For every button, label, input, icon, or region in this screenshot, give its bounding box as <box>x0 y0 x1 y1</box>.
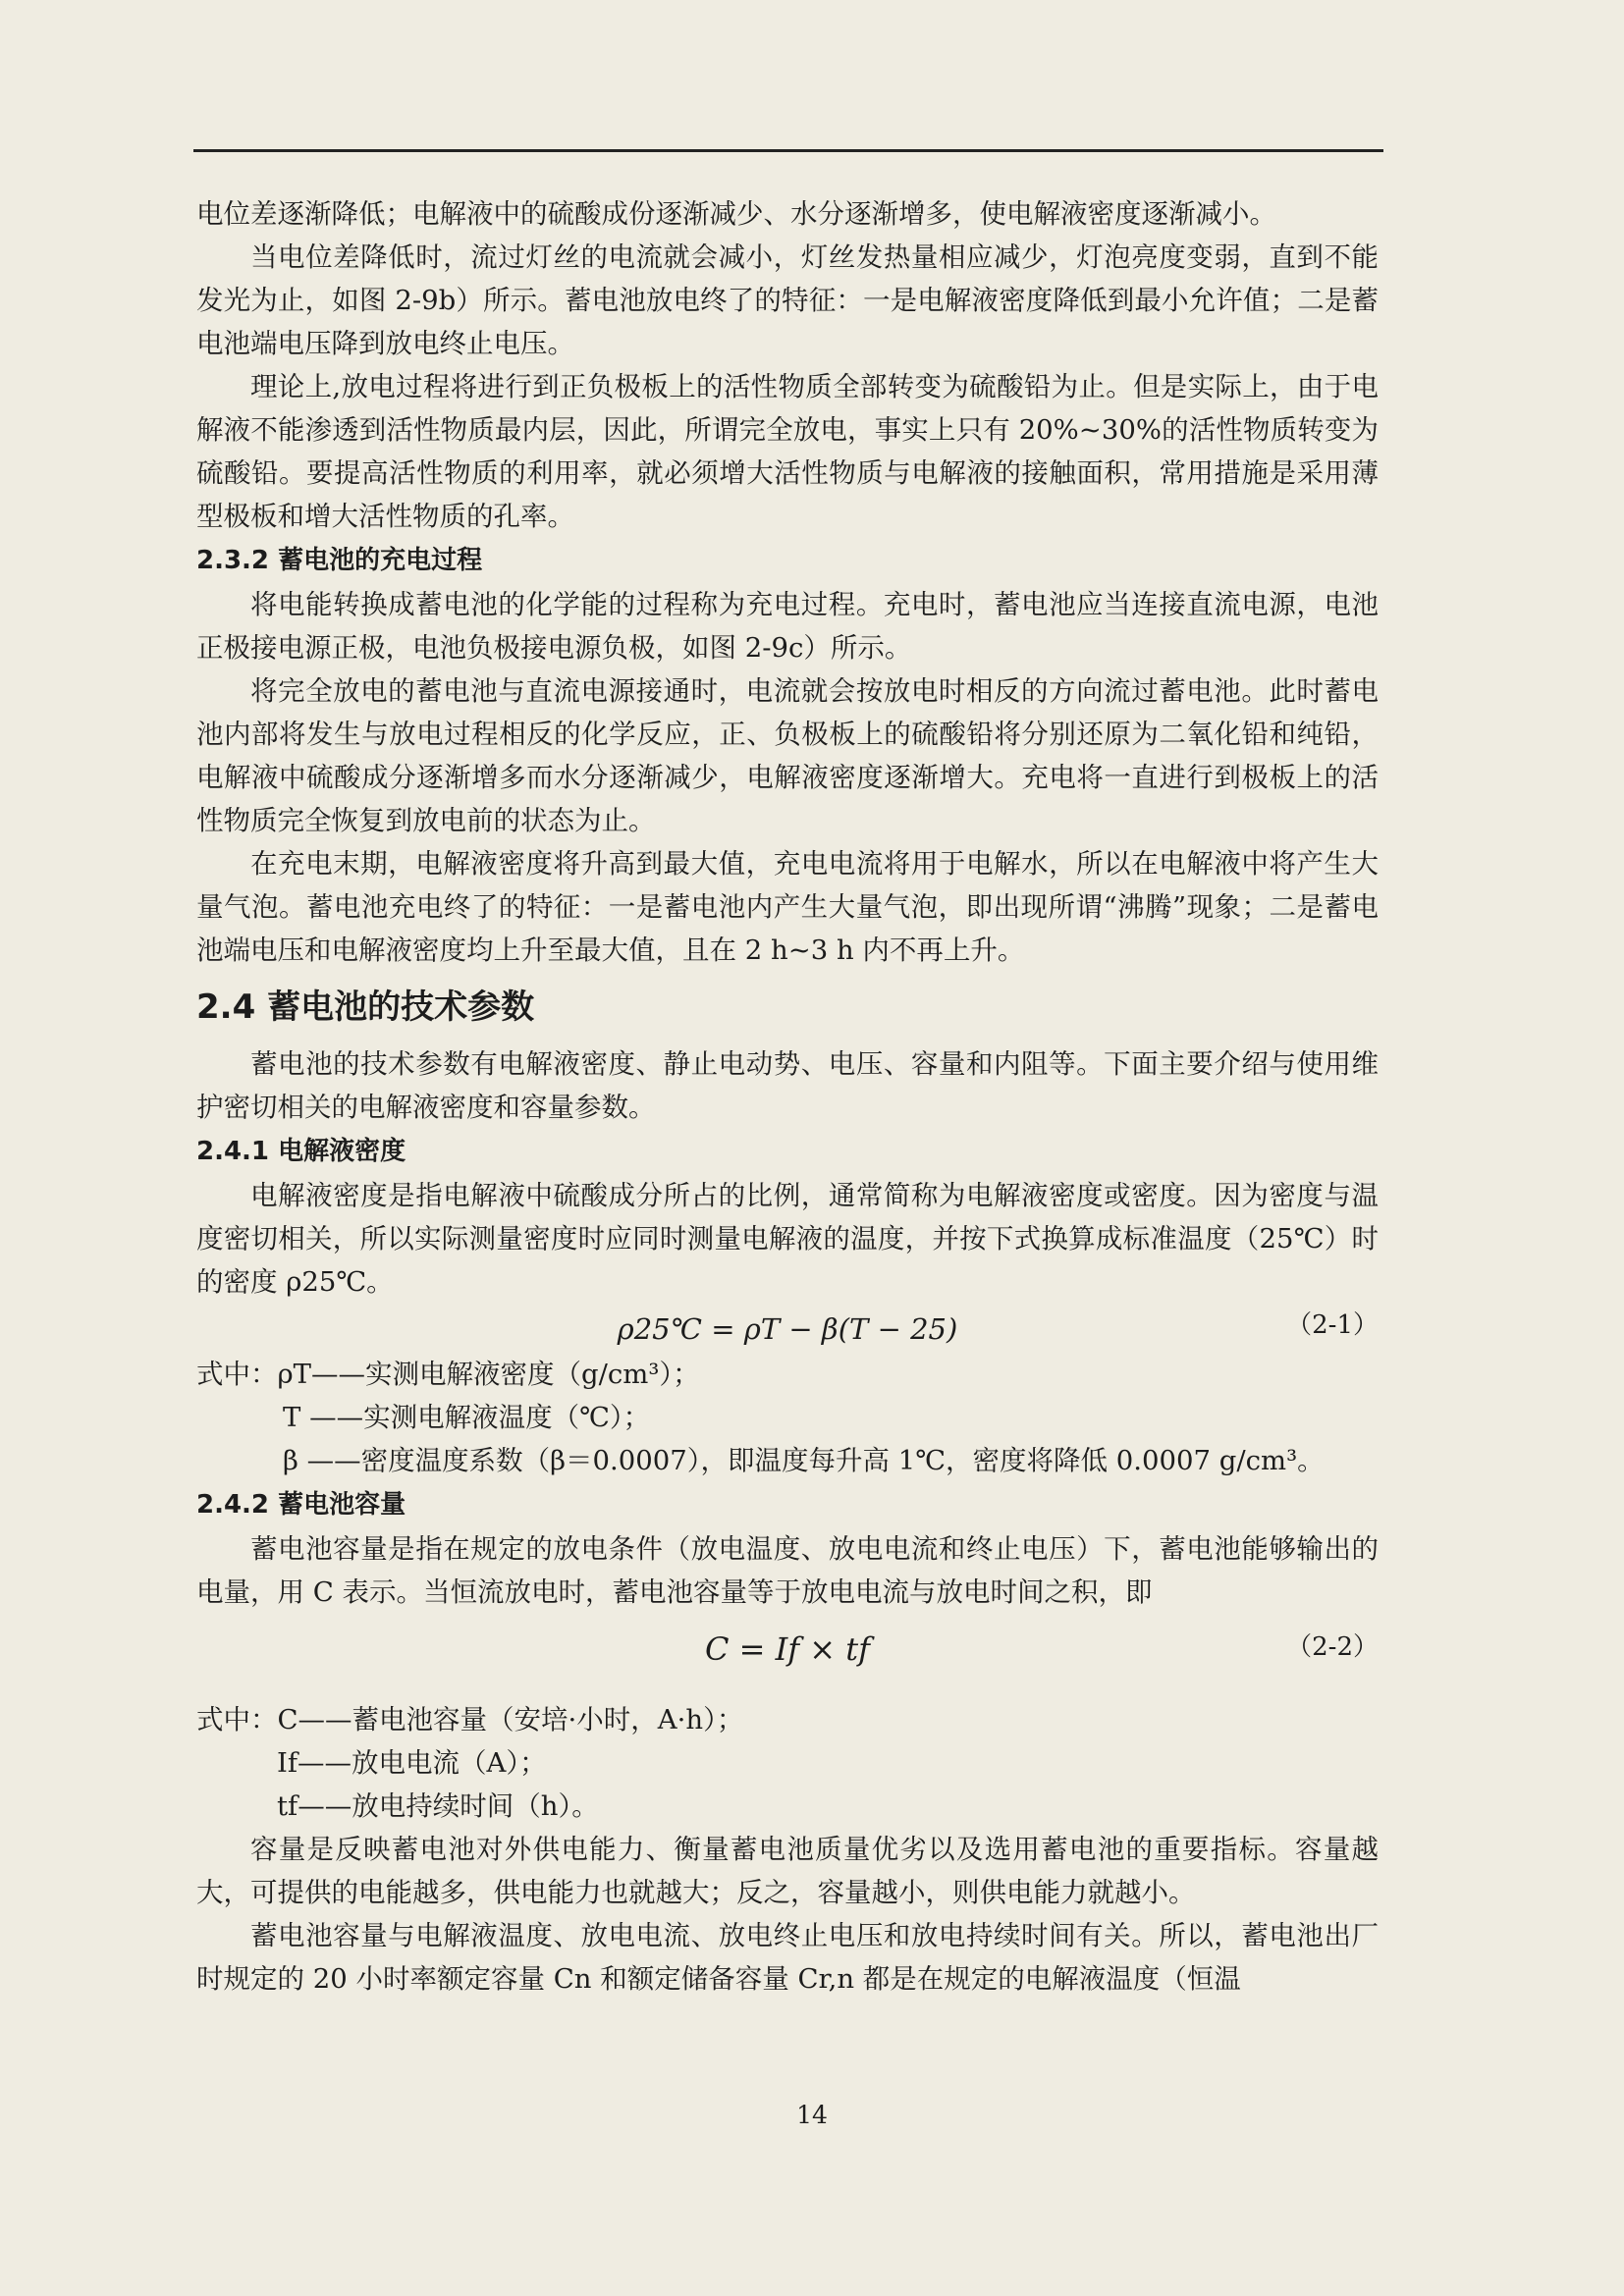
page-body <box>196 192 1379 2001</box>
paragraph: 电解液密度是指电解液中硫酸成分所占的比例，通常简称为电解液密度或密度。因为密度与温度密切相关，所以实际测量密度时应同时测量电解液的温度，并按下式换算成标准温度（25℃）时的密度 ρ25℃。 <box>196 1180 1379 1298</box>
definition-line: If——放电电流（A）； <box>277 1747 547 1779</box>
section-heading-2-4-1: 2.4.1 电解液密度 <box>196 1137 406 1166</box>
definition-line: T ——实测电解液温度（℃）； <box>283 1402 651 1433</box>
paragraph: 在充电末期，电解液密度将升高到最大值，充电电流将用于电解水，所以在电解液中将产生大量气泡。蓄电池充电终了的特征：一是蓄电池内产生大量气泡，即出现所谓“沸腾”现象；二是蓄电池端电压和电解液密度均上升至最大值，且在 2 h~3 h 内不再上升。 <box>196 848 1379 966</box>
paragraph: 理论上,放电过程将进行到正负极板上的活性物质全部转变为硫酸铅为止。但是实际上，由于电解液不能渗透到活性物质最内层，因此，所谓完全放电，事实上只有 20%~30%的活性物质转变为硫酸铅。要提高活性物质的利用率，就必须增大活性物质与电解液的接触面积，常用措施是采用薄型极板和增大活性物质的孔率。 <box>196 371 1379 532</box>
definition-line: 式中：ρT——实测电解液密度（g/cm³）； <box>196 1359 700 1390</box>
definition-line: 式中：C——蓄电池容量（安培·小时，A·h）； <box>196 1704 744 1735</box>
paragraph: 电位差逐渐降低；电解液中的硫酸成份逐渐减少、水分逐渐增多，使电解液密度逐渐减小。 <box>196 198 1276 230</box>
definition-line: β ——密度温度系数（β＝0.0007），即温度每升高 1℃，密度将降低 0.0007 g/cm³。 <box>283 1445 1325 1476</box>
definition-line: tf——放电持续时间（h）。 <box>277 1790 599 1822</box>
equation-expression: C = If × tf <box>705 1630 870 1668</box>
section-heading-2-4: 2.4 蓄电池的技术参数 <box>196 988 535 1027</box>
equation-2-1 <box>196 1304 1379 1353</box>
paragraph: 当电位差降低时，流过灯丝的电流就会减小，灯丝发热量相应减少，灯泡亮度变弱，直到不能发光为止，如图 2-9b）所示。蓄电池放电终了的特征：一是电解液密度降低到最小允许值；二是蓄电池端电压降到放电终止电压。 <box>196 241 1379 359</box>
section-heading-2-4-2: 2.4.2 蓄电池容量 <box>196 1490 406 1520</box>
page-number: 14 <box>796 2101 828 2129</box>
equation-number: （2-2） <box>1286 1632 1379 1662</box>
paragraph: 将完全放电的蓄电池与直流电源接通时，电流就会按放电时相反的方向流过蓄电池。此时蓄电池内部将发生与放电过程相反的化学反应，正、负极板上的硫酸铅将分别还原为二氧化铅和纯铅，电解液中硫酸成分逐渐增多而水分逐渐减少，电解液密度逐渐增大。充电将一直进行到极板上的活性物质完全恢复到放电前的状态为止。 <box>196 675 1379 836</box>
paragraph: 容量是反映蓄电池对外供电能力、衡量蓄电池质量优劣以及选用蓄电池的重要指标。容量越大，可提供的电能越多，供电能力也就越大；反之，容量越小，则供电能力就越小。 <box>196 1834 1379 1908</box>
paragraph: 蓄电池的技术参数有电解液密度、静止电动势、电压、容量和内阻等。下面主要介绍与使用维护密切相关的电解液密度和容量参数。 <box>196 1048 1379 1123</box>
paragraph: 蓄电池容量是指在规定的放电条件（放电温度、放电电流和终止电压）下，蓄电池能够输出的电量，用 C 表示。当恒流放电时，蓄电池容量等于放电电流与放电时间之积，即 <box>196 1533 1379 1608</box>
equation-expression: ρ25℃ = ρT − β(T − 25) <box>617 1312 958 1346</box>
header-rule <box>193 149 1383 152</box>
section-heading-2-3-2: 2.3.2 蓄电池的充电过程 <box>196 546 483 575</box>
paragraph: 将电能转换成蓄电池的化学能的过程称为充电过程。充电时，蓄电池应当连接直流电源，电池正极接电源正极，电池负极接电源负极，如图 2-9c）所示。 <box>196 589 1379 664</box>
equation-2-2 <box>196 1614 1379 1684</box>
equation-number: （2-1） <box>1286 1310 1379 1340</box>
paragraph: 蓄电池容量与电解液温度、放电电流、放电终止电压和放电持续时间有关。所以，蓄电池出厂时规定的 20 小时率额定容量 Cn 和额定储备容量 Cr,n 都是在规定的电解液温度（恒温 <box>196 1920 1379 1995</box>
